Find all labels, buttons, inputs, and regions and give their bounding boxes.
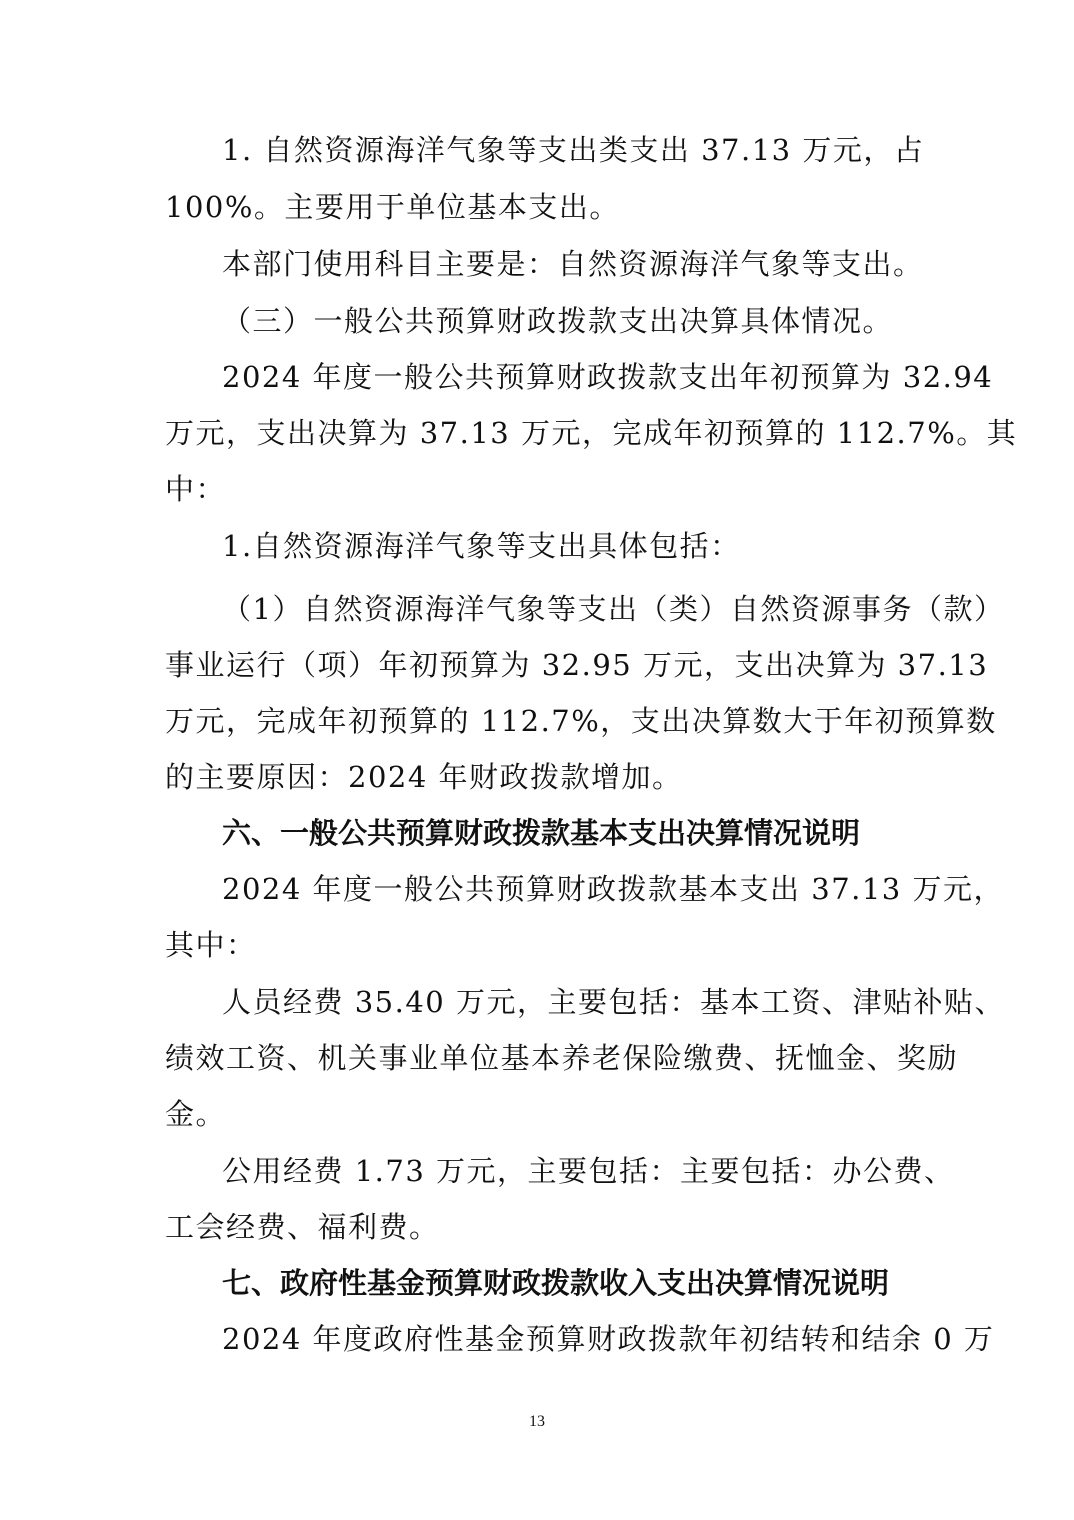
paragraph-line-3: 本部门使用科目主要是：自然资源海洋气象等支出。	[222, 247, 924, 281]
paragraph-line-20: 工会经费、福利费。	[165, 1210, 440, 1244]
paragraph-line-9: （1）自然资源海洋气象等支出（类）自然资源事务（款）	[222, 592, 1005, 626]
paragraph-line-6: 万元，支出决算为 37.13 万元，完成年初预算的 112.7%。其	[165, 416, 1018, 450]
paragraph-line-11: 万元，完成年初预算的 112.7%，支出决算数大于年初预算数	[165, 704, 997, 738]
paragraph-line-22: 2024 年度政府性基金预算财政拨款年初结转和结余 0 万	[222, 1322, 995, 1356]
paragraph-line-1: 1. 自然资源海洋气象等支出类支出 37.13 万元，占	[222, 133, 925, 167]
paragraph-line-15: 其中：	[165, 928, 257, 962]
section-heading-7: 七、政府性基金预算财政拨款收入支出决算情况说明	[222, 1266, 890, 1300]
paragraph-line-18: 金。	[165, 1097, 227, 1131]
paragraph-line-12: 的主要原因：2024 年财政拨款增加。	[165, 760, 683, 794]
paragraph-line-8: 1.自然资源海洋气象等支出具体包括：	[222, 529, 741, 563]
paragraph-line-14: 2024 年度一般公共预算财政拨款基本支出 37.13 万元，	[222, 872, 1004, 906]
paragraph-line-5: 2024 年度一般公共预算财政拨款支出年初预算为 32.94	[222, 360, 994, 394]
paragraph-line-2: 100%。主要用于单位基本支出。	[165, 190, 620, 224]
paragraph-line-19: 公用经费 1.73 万元，主要包括：主要包括：办公费、	[222, 1154, 955, 1188]
paragraph-line-17: 绩效工资、机关事业单位基本养老保险缴费、抚恤金、奖励	[165, 1041, 959, 1075]
paragraph-line-16: 人员经费 35.40 万元，主要包括：基本工资、津贴补贴、	[222, 985, 1005, 1019]
paragraph-line-10: 事业运行（项）年初预算为 32.95 万元，支出决算为 37.13	[165, 648, 989, 682]
section-heading-6: 六、一般公共预算财政拨款基本支出决算情况说明	[222, 816, 861, 850]
subheading-3: （三）一般公共预算财政拨款支出决算具体情况。	[222, 304, 894, 338]
page-number: 13	[529, 1413, 545, 1430]
paragraph-line-7: 中：	[165, 472, 227, 506]
